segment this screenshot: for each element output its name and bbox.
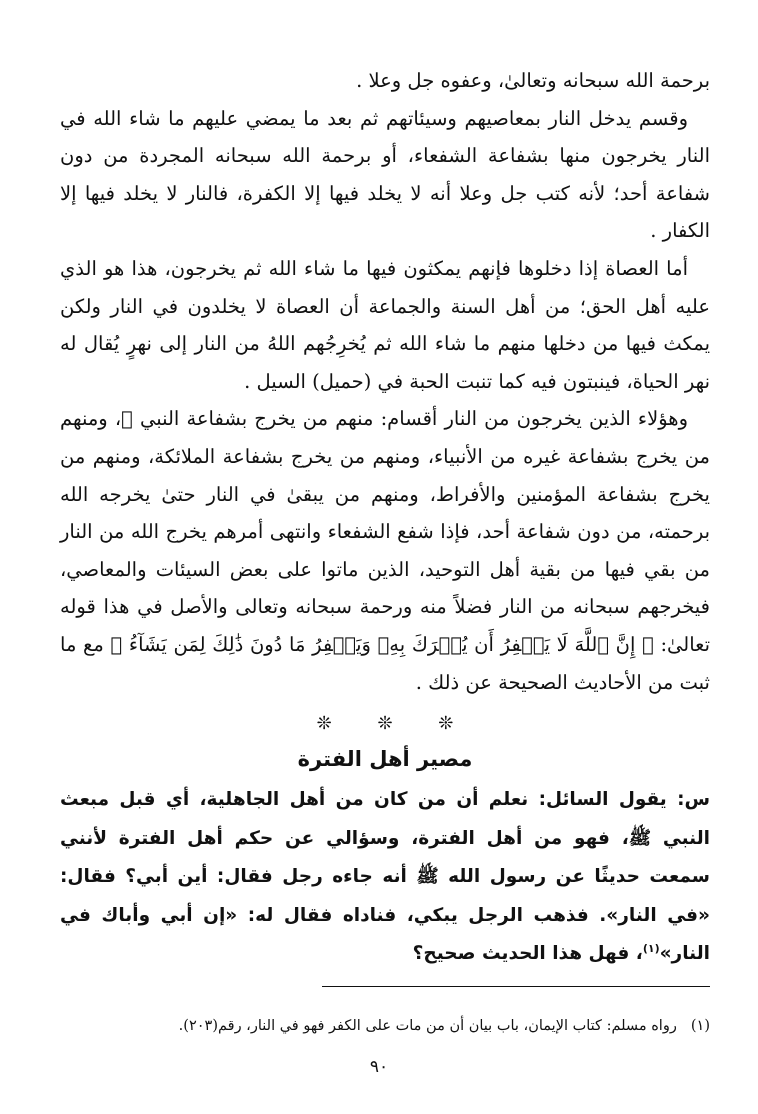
page-number: ٩٠ [369, 1057, 389, 1077]
section-heading: مصير أهل الفترة [297, 747, 473, 772]
separator-star-icon: ❊ [316, 713, 332, 735]
after-verse-text: مع ما ثبت من الأحاديث الصحيحة عن ذلك . [60, 632, 710, 694]
paragraph-3: أما العصاة إذا دخلوها فإنهم يمكثون فيها ما شاء الله ثم يخرجون، هذا هو الذي عليه أهل الحق؛ من أهل السنة والجماعة أن العصاة لا يخلدون في النار ولكن يمكث فيها من دخلها منهم ما شاء الله ثم يُخرِجُهم اللهُ من النار إلى نهرٍ يُقال له نهر الحياة، فينبتون فيه كما تنبت الحبة في (حميل) السيل . [60, 256, 710, 393]
page-body [60, 62, 710, 974]
paragraph-4-text: وهؤلاء الذين يخرجون من النار أقسام: منهم من يخرج بشفاعة النبي ﷺ، ومنهم من يخرج بشفاعة غيره من الأنبياء، ومنهم من يخرج بشفاعة الملائكة، ومنهم من يخرج بشفاعة المؤمنين والأفراط، ومنهم من يبقىٰ في النار حتىٰ يخرجه الله برحمته، من دون شفاعة أحد، فإذا شفع الشفعاء وانتهى أمرهم يخرج الله من النار من بقي فيها من بقية أهل التوحيد، الذين ماتوا على بعض السيئات والمعاصي، فيخرجهم سبحانه من النار فضلاً منه ورحمة سبحانه وتعالى والأصل في هذا قوله تعالىٰ: [60, 407, 711, 656]
section-separator [60, 709, 710, 739]
quran-verse: ﴿ إِنَّ ٱللَّهَ لَا يَغۡفِرُ أَن يُشۡرَكَ بِهِۦ وَيَغۡفِرُ مَا دُونَ ذَٰلِكَ لِمَن يَشَآءُ ﴾ [110, 632, 654, 656]
separator-star-icon: ❊ [438, 713, 454, 735]
question-paragraph [60, 781, 710, 974]
paragraph-1: برحمة الله سبحانه وتعالىٰ، وعفوه جل وعلا . [356, 69, 710, 92]
question-text: س: يقول السائل: نعلم أن من كان من أهل الجاهلية، أي قبل مبعث النبي ﷺ، فهو من أهل الفترة، وسؤالي عن حكم أهل الفترة لأنني سمعت حديثًا عن رسول الله ﷺ أنه جاءه رجل فقال: أين أبي؟ فقال: «في النار». فذهب الرجل يبكي، فناداه فقال له: «إن أبي وأباك في النار» [60, 789, 710, 965]
question-text-end: ، فهل هذا الحديث صحيح؟ [412, 943, 643, 965]
footnote [60, 1014, 710, 1038]
paragraph-2: وقسم يدخل النار بمعاصيهم وسيئاتهم ثم بعد ما يمضي عليهم ما شاء الله في النار يخرجون منها بشفاعة الشفعاء، أو برحمة الله سبحانه المجردة من دون شفاعة أحد؛ لأنه كتب جل وعلا أنه لا يخلد فيها إلا الكفرة، فالنار لا يخلد فيها إلا الكفار . [60, 106, 710, 243]
footnote-divider [322, 986, 710, 987]
separator-star-icon: ❊ [377, 713, 393, 735]
footnote-text: رواه مسلم: كتاب الإيمان، باب بيان أن من مات على الكفر فهو في النار، رقم(٢٠٣). [178, 1018, 677, 1034]
footnote-number: (١) [690, 1018, 710, 1034]
footnote-reference: (١) [642, 941, 660, 955]
paragraph-4 [60, 400, 710, 701]
